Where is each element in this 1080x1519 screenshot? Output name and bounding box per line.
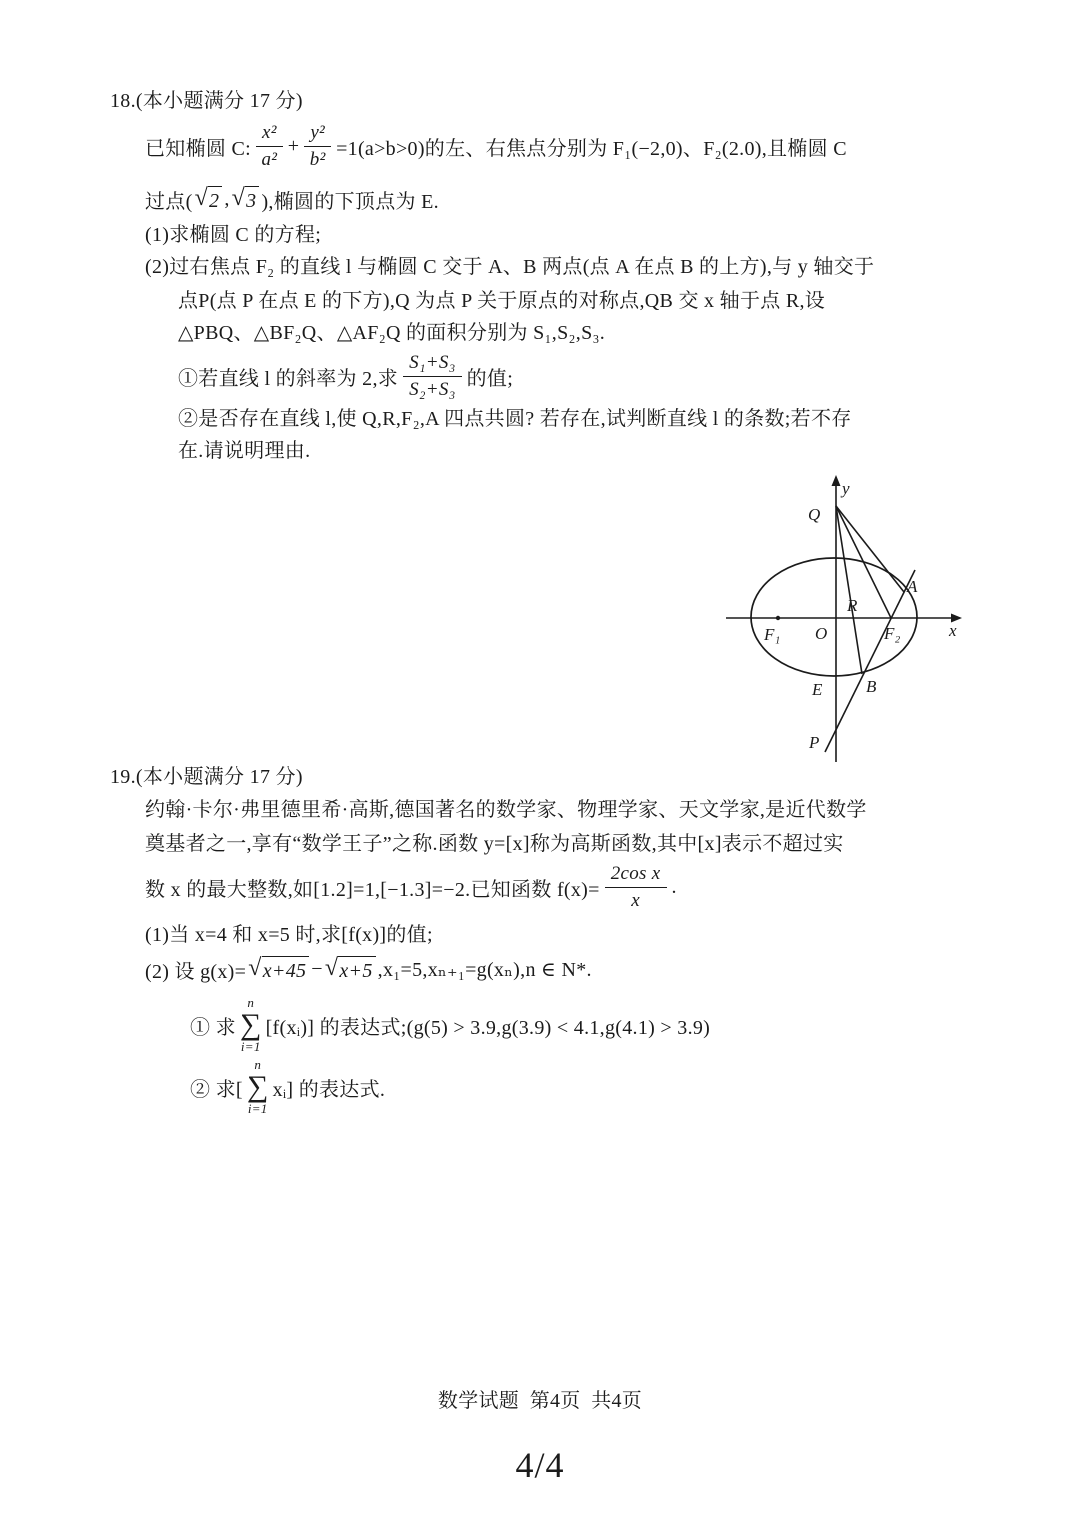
sum-upper-limit: n xyxy=(254,1057,262,1072)
label-x-axis: x xyxy=(949,621,957,640)
summation-xi xyxy=(247,1058,269,1116)
radical-x-plus-45 xyxy=(248,956,309,983)
q19-sub2-pre: ② 求[ xyxy=(190,1078,243,1101)
label-Q: Q xyxy=(808,505,821,524)
q18-part2-line2: 点P(点 P 在点 E 的下方),Q 为点 P 关于原点的对称点,QB 交 x 轴于点 R,设 xyxy=(178,290,826,312)
radical-sign: √ xyxy=(194,184,209,211)
q19-sub1-post: [f(xᵢ)] 的表达式;(g(5) > 3.9,g(3.9) < 4.1,g(4.1) > 3.9) xyxy=(265,1016,711,1039)
q18-intro-post: =1(a>b>0)的左、右焦点分别为 F₁(−2,0)、F₂(2.0),且椭圆 C xyxy=(336,137,847,160)
q18-line2-post: ),椭圆的下顶点为 E. xyxy=(261,190,439,213)
q18-subitem2-line2: 在.请说明理由. xyxy=(178,440,311,462)
q19-part2 xyxy=(145,950,592,988)
q18-line2 xyxy=(145,182,439,216)
radical-sign: √ xyxy=(324,954,339,981)
q19-part1: (1)当 x=4 和 x=5 时,求[f(x)]的值; xyxy=(145,924,433,946)
ellipse-figure xyxy=(700,468,990,768)
q18-sub1-post: 的值; xyxy=(466,367,514,390)
sum-lower-limit: i=1 xyxy=(240,1039,261,1054)
q19-subitem1 xyxy=(190,994,710,1056)
radical-sign: √ xyxy=(248,954,262,981)
q18-sub1-pre: ①若直线 l 的斜率为 2,求 xyxy=(178,367,399,390)
fraction-2cosx-x xyxy=(605,863,667,912)
q18-subitem1 xyxy=(178,350,513,402)
radical-x-plus-5 xyxy=(325,956,376,983)
label-O: O xyxy=(815,624,828,643)
fraction-numerator: y² xyxy=(304,122,331,147)
q18-intro-pre: 已知椭圆 C: xyxy=(145,137,251,160)
label-F1: F₁ xyxy=(764,625,781,644)
radical-body: x+5 xyxy=(338,956,375,983)
fraction-y2-b2 xyxy=(304,122,331,171)
page-number: 4/4 xyxy=(515,1445,565,1485)
radical-sqrt3 xyxy=(232,186,260,213)
q18-line2-comma: , xyxy=(224,187,230,210)
q18-part2-line1: (2)过右焦点 F₂ 的直线 l 与椭圆 C 交于 A、B 两点(点 A 在点 B 的上方),与 y 轴交于 xyxy=(145,256,875,278)
fraction-s1s3-s2s3 xyxy=(403,352,462,401)
fraction-denominator: x xyxy=(631,889,640,911)
sigma-symbol: ∑ xyxy=(246,1070,269,1103)
fraction-x2-a2 xyxy=(256,122,283,171)
plus-sign: + xyxy=(287,134,300,157)
q18-subitem2-line1: ②是否存在直线 l,使 Q,R,F₂,A 四点共圆? 若存在,试判断直线 l 的条数;若不存 xyxy=(178,408,852,430)
q19-part2-post: ,x₁=5,xₙ₊₁=g(xₙ),n ∈ N*. xyxy=(377,958,592,981)
fraction-numerator: S₁+S₃ xyxy=(403,352,462,377)
radical-sqrt2 xyxy=(195,186,223,213)
q19-para3-post: . xyxy=(671,875,677,898)
label-E: E xyxy=(812,680,823,699)
radical-sign: √ xyxy=(231,184,246,211)
q19-sub1-pre: ① 求 xyxy=(190,1016,236,1039)
q19-para3-pre: 数 x 的最大整数,如[1.2]=1,[−1.3]=−2.已知函数 f(x)= xyxy=(145,878,600,901)
minus-sign: − xyxy=(311,957,323,980)
focus-f1-dot xyxy=(776,616,780,620)
q19-para-line2: 奠基者之一,享有“数学王子”之称.函数 y=[x]称为高斯函数,其中[x]表示不超过实 xyxy=(145,833,844,855)
fraction-denominator: a² xyxy=(261,148,278,170)
label-R: R xyxy=(847,596,858,615)
segment-QA xyxy=(836,506,904,592)
radical-body: 3 xyxy=(245,186,259,213)
sigma-symbol: ∑ xyxy=(239,1008,262,1041)
fraction-numerator: 2cos x xyxy=(605,863,667,888)
label-y-axis: y xyxy=(842,479,850,498)
summation-fxi xyxy=(240,996,262,1054)
label-F2: F₂ xyxy=(884,624,901,643)
q18-part2-line3: △PBQ、△BF₂Q、△AF₂Q 的面积分别为 S₁,S₂,S₃. xyxy=(178,322,606,344)
label-P: P xyxy=(809,733,820,752)
y-axis-arrow xyxy=(832,475,841,486)
line-l xyxy=(825,570,915,752)
q18-part1: (1)求椭圆 C 的方程; xyxy=(145,224,322,246)
q18-header: 18.(本小题满分 17 分) xyxy=(110,90,303,112)
q19-subitem2 xyxy=(190,1056,385,1118)
fraction-numerator: x² xyxy=(256,122,283,147)
sum-lower-limit: i=1 xyxy=(247,1101,268,1116)
q19-sub2-post: xᵢ] 的表达式. xyxy=(272,1078,386,1101)
fraction-denominator: b² xyxy=(309,148,326,170)
label-A: A xyxy=(907,577,918,596)
q19-para-line1: 约翰·卡尔·弗里德里希·高斯,德国著名的数学家、物理学家、天文学家,是近代数学 xyxy=(145,799,867,821)
sum-upper-limit: n xyxy=(247,995,255,1010)
radical-body: 2 xyxy=(208,186,222,213)
fraction-denominator: S₂+S₃ xyxy=(409,378,456,400)
q19-para-line3 xyxy=(145,860,677,914)
footer-exam-label: 数学试题 第4页 共4页 xyxy=(437,1390,643,1412)
radical-body: x+45 xyxy=(262,956,310,983)
label-B: B xyxy=(866,677,877,696)
q19-header: 19.(本小题满分 17 分) xyxy=(110,766,303,788)
q18-line2-pre: 过点( xyxy=(145,190,193,213)
q18-intro-formula xyxy=(145,114,847,178)
q19-part2-pre: (2) 设 g(x)= xyxy=(145,960,247,983)
